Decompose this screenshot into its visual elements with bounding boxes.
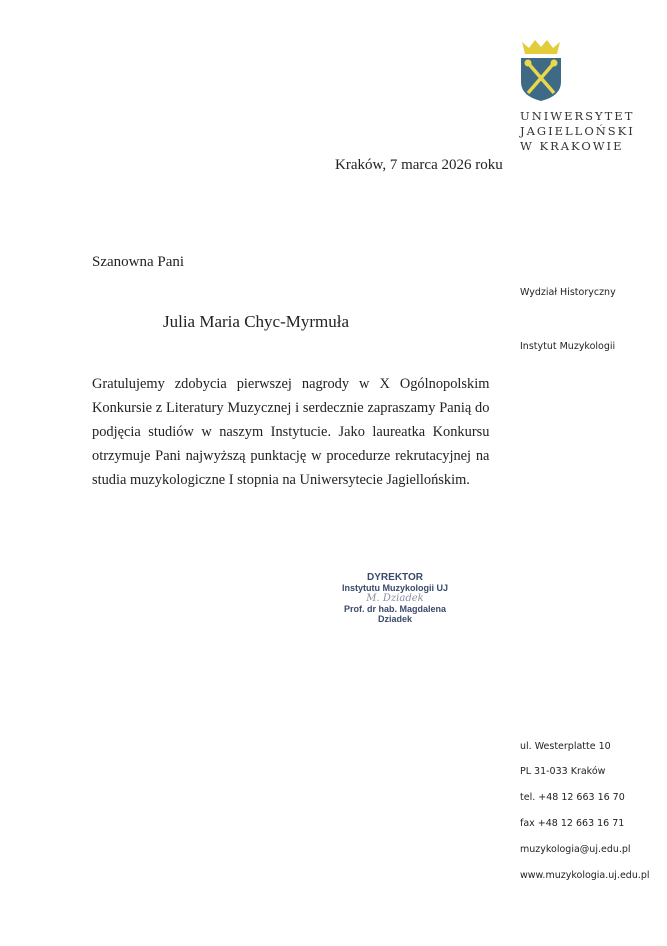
contact-website[interactable]: www.muzykologia.uj.edu.pl — [520, 870, 650, 881]
contact-street: ul. Westerplatte 10 — [520, 741, 611, 752]
letter-date: Kraków, 7 marca 2026 roku — [335, 157, 503, 173]
university-name-line: JAGIELLOŃSKI — [520, 124, 635, 138]
university-name-line: W KRAKOWIE — [520, 139, 624, 153]
faculty-name: Wydział Historyczny — [520, 287, 616, 298]
recipient-name: Julia Maria Chyc-Myrmuła — [163, 312, 350, 331]
university-name-line: UNIWERSYTET — [520, 109, 635, 123]
letter-body: Gratulujemy zdobycia pierwszej nagrody w X Ogólnopolskim Konkursie z Literatury Muzycznej i serdecznie zapraszamy Panią do podjęcia studiów w naszym Instytucie. Jako laureatka Konkursu otrzymuje Pani najwyższą punktację w procedurze rekrutacyjnej na studia muzykologiczne I stopnia na Uniwersytecie Jagiellońskim. — [92, 376, 490, 488]
greeting: Szanowna Pani — [92, 254, 185, 270]
signature-unit: Instytutu Muzykologii UJ — [341, 583, 448, 593]
university-crest-logo — [519, 38, 563, 102]
handwritten-signature: M. Dziadek — [366, 593, 424, 604]
contact-fax: fax +48 12 663 16 71 — [520, 818, 625, 829]
contact-phone: tel. +48 12 663 16 70 — [520, 792, 625, 803]
signatory-name: Prof. dr hab. Magdalena Dziadek — [343, 604, 446, 624]
signature-title: DYREKTOR — [367, 572, 423, 583]
signature-stamp — [330, 572, 460, 624]
contact-email[interactable]: muzykologia@uj.edu.pl — [520, 844, 631, 855]
institute-name: Instytut Muzykologii — [520, 341, 616, 352]
contact-city: PL 31-033 Kraków — [520, 766, 606, 777]
